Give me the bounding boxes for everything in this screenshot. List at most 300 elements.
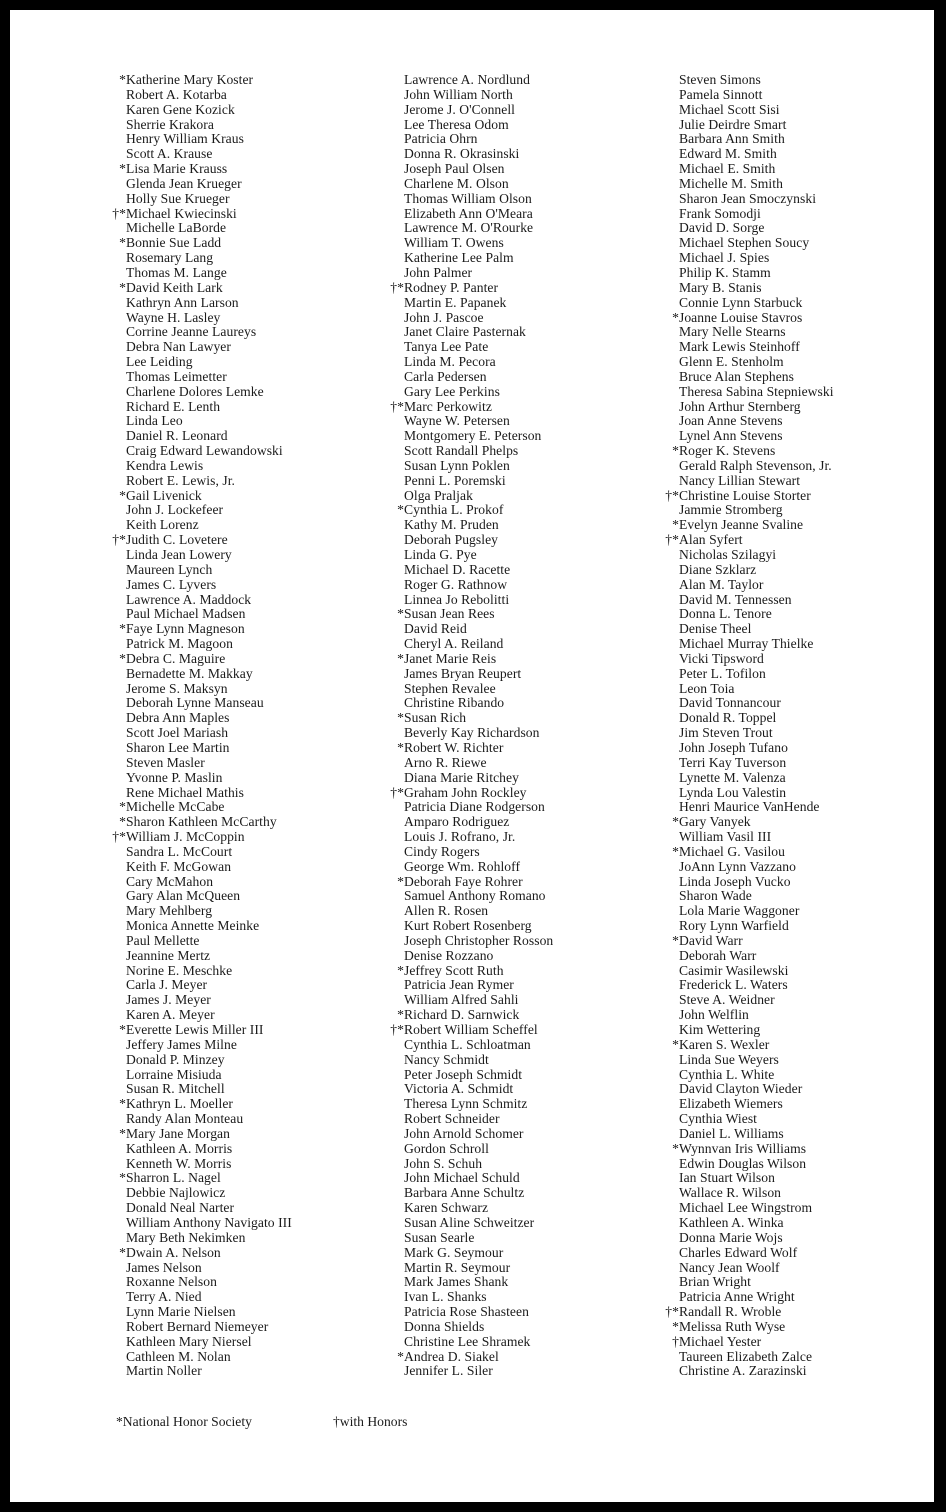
graduate-name	[126, 889, 292, 904]
graduate-name-text: Sharon Jean Smoczynski	[679, 190, 817, 206]
graduate-name-text: Victoria A. Schmidt	[404, 1081, 514, 1097]
graduate-name-text: Lynn Marie Nielsen	[126, 1304, 236, 1320]
graduate-name	[112, 205, 292, 222]
graduate-name-text: Kathleen Mary Niersel	[126, 1333, 252, 1349]
graduate-name	[679, 652, 834, 667]
graduate-name-text: Bruce Alan Stephens	[679, 368, 794, 384]
graduate-name	[126, 696, 292, 711]
graduate-name	[679, 800, 834, 815]
graduate-name	[679, 711, 834, 726]
graduate-name-text: Mark G. Seymour	[404, 1244, 504, 1260]
graduate-name-text: Casimir Wasilewski	[679, 962, 789, 978]
graduate-name-text: Donna Marie Wojs	[679, 1229, 783, 1245]
graduate-name	[126, 192, 292, 207]
graduate-name	[404, 355, 553, 370]
graduate-name	[119, 161, 292, 177]
honor-mark: †*	[112, 205, 126, 221]
graduate-name-text: Michael J. Spies	[679, 250, 770, 266]
graduate-name-text: Joseph Paul Olsen	[404, 161, 505, 177]
graduate-name-text: Patricia Rose Shasteen	[404, 1304, 529, 1320]
graduate-name-text: Richard D. Sarnwick	[404, 1007, 520, 1023]
graduate-name	[672, 517, 834, 533]
graduate-name	[404, 548, 553, 563]
graduate-name	[679, 474, 834, 489]
graduate-name-text: Randall R. Wroble	[679, 1304, 782, 1320]
honor-mark: *	[397, 1348, 404, 1364]
honor-mark: †*	[390, 1022, 404, 1037]
graduate-name	[126, 1305, 292, 1320]
graduate-name-text: Melissa Ruth Wyse	[679, 1318, 786, 1334]
graduate-name	[404, 236, 553, 251]
graduate-name-text: Patricia Anne Wright	[679, 1289, 795, 1305]
graduate-name-text: Mark Lewis Steinhoff	[679, 339, 800, 355]
graduate-name-text: Martin R. Seymour	[404, 1259, 511, 1275]
graduate-name	[679, 964, 834, 979]
graduate-name-text: Roger K. Stevens	[679, 443, 776, 459]
graduate-name	[119, 279, 292, 296]
graduate-name-text: Susan Lynn Poklen	[404, 457, 510, 473]
graduate-name-text: Michael Yester	[679, 1333, 762, 1349]
graduate-name-text: Terry A. Nied	[126, 1289, 202, 1305]
graduate-name	[126, 1068, 292, 1083]
graduate-name-text: Peter Joseph Schmidt	[404, 1066, 523, 1082]
honor-mark: *	[119, 1096, 126, 1112]
graduate-name-text: William J. McCoppin	[126, 829, 245, 845]
honor-mark: *	[672, 1318, 679, 1334]
graduate-name	[390, 784, 553, 801]
legend-national-honor-society: *National Honor Society	[116, 1414, 252, 1429]
graduate-name-text: Linda Leo	[126, 413, 183, 429]
graduate-name	[404, 1320, 553, 1335]
graduate-name	[126, 118, 292, 133]
honor-mark: *	[119, 814, 126, 830]
graduate-name-text: Diana Marie Ritchey	[404, 769, 519, 785]
graduate-name-text: Michael Stephen Soucy	[679, 235, 810, 251]
graduate-name	[404, 696, 553, 711]
graduate-name	[126, 340, 292, 355]
graduate-name-text: Richard E. Lenth	[126, 398, 221, 414]
honor-mark: *	[672, 1140, 679, 1156]
graduate-name-text: Charles Edward Wolf	[679, 1244, 798, 1260]
honor-mark: *	[119, 235, 126, 251]
graduate-name	[679, 414, 834, 429]
graduate-name-text: Katherine Mary Koster	[126, 72, 254, 87]
graduate-name-text: Corrine Jeanne Laureys	[126, 324, 257, 340]
graduate-name	[679, 904, 834, 919]
graduate-name-text: David Clayton Wieder	[679, 1081, 803, 1097]
graduate-name	[404, 1231, 553, 1246]
graduate-name	[126, 548, 292, 563]
honor-mark: *	[119, 621, 126, 637]
graduate-name	[126, 325, 292, 340]
honor-mark: *	[672, 309, 679, 325]
graduate-name	[679, 949, 834, 964]
graduate-name-text: Keith Lorenz	[126, 517, 199, 533]
graduate-name-text: William Vasil III	[679, 829, 772, 845]
graduate-name-text: Deborah Lynne Manseau	[126, 695, 264, 711]
graduate-name	[126, 756, 292, 771]
graduate-name-text: John William North	[404, 86, 513, 102]
graduate-name	[126, 503, 292, 518]
graduate-name-text: William T. Owens	[404, 235, 504, 251]
graduate-name-text: Robert W. Richter	[404, 739, 504, 755]
graduate-name	[665, 532, 834, 548]
graduate-name-text: Frederick L. Waters	[679, 977, 788, 993]
graduate-name	[126, 1335, 292, 1350]
graduate-name	[679, 978, 834, 993]
graduate-name	[119, 72, 292, 88]
graduate-name	[404, 325, 553, 340]
graduate-name-text: Frank Somodji	[679, 205, 761, 221]
graduate-name-text: Glenn E. Stenholm	[679, 354, 784, 370]
graduate-name-text: David Keith Lark	[126, 279, 223, 295]
graduate-name-text: Diane Szklarz	[679, 561, 757, 577]
graduate-name-text: Michael Lee Wingstrom	[679, 1200, 813, 1216]
graduate-name-text: Pamela Sinnott	[679, 86, 763, 102]
graduate-name-text: Scott Joel Mariash	[126, 725, 229, 741]
graduate-name-text: Lola Marie Waggoner	[679, 903, 800, 919]
graduate-name-text: Susan Searle	[404, 1229, 475, 1245]
graduate-name	[679, 771, 834, 786]
graduate-name-text: Susan Rich	[404, 710, 467, 726]
graduate-name	[404, 429, 553, 444]
graduate-name	[679, 682, 834, 697]
graduate-name	[126, 266, 292, 281]
graduate-name-text: David M. Tennessen	[679, 591, 792, 607]
graduate-name	[679, 607, 834, 622]
graduate-name-text: Michael Murray Thielke	[679, 636, 814, 652]
graduate-name-text: Susan Aline Schweitzer	[404, 1214, 535, 1230]
graduate-name	[126, 518, 292, 533]
honor-mark: *	[119, 161, 126, 177]
graduate-name-text: Susan Jean Rees	[404, 606, 495, 622]
graduate-name	[397, 650, 553, 667]
graduate-name	[404, 73, 553, 88]
graduate-name	[404, 934, 553, 949]
graduate-name	[397, 1007, 553, 1023]
graduate-name-text: Barbara Anne Schultz	[404, 1185, 525, 1201]
graduate-name	[672, 1333, 834, 1350]
graduate-name	[679, 132, 834, 147]
graduate-name-text: Gary Vanyek	[679, 814, 751, 830]
graduate-name	[679, 993, 834, 1008]
graduate-name-text: Michael E. Smith	[679, 161, 776, 177]
graduate-name	[679, 548, 834, 563]
graduate-name	[126, 593, 292, 608]
graduate-name	[679, 251, 834, 266]
graduate-name	[404, 518, 553, 533]
graduate-name	[679, 340, 834, 355]
graduate-name-text: Donald R. Toppel	[679, 710, 777, 726]
graduate-name-text: Charlene M. Olson	[404, 175, 509, 191]
graduate-name	[126, 474, 292, 489]
document-page	[10, 10, 934, 1502]
graduate-name	[679, 281, 834, 296]
graduate-name-text: Linda Jean Lowery	[126, 547, 232, 562]
graduate-name-text: Rosemary Lang	[126, 250, 214, 266]
graduate-name	[672, 1318, 834, 1335]
graduate-name-text: James C. Lyvers	[126, 576, 217, 592]
graduate-name-text: Linda Sue Weyers	[679, 1051, 779, 1067]
graduate-name-text: Marc Perkowitz	[404, 398, 492, 414]
graduate-name	[126, 682, 292, 697]
graduate-name-text: Sherrie Krakora	[126, 116, 214, 132]
graduate-name	[679, 400, 834, 415]
graduate-name	[404, 593, 553, 608]
graduate-name-text: Mark James Shank	[404, 1274, 509, 1290]
graduate-name-text: Robert A. Kotarba	[126, 86, 227, 102]
graduate-name-text: Kenneth W. Morris	[126, 1155, 232, 1171]
graduate-name	[679, 756, 834, 771]
graduate-name	[679, 207, 834, 222]
graduate-name	[679, 578, 834, 593]
graduate-name	[404, 771, 553, 786]
graduate-name	[404, 904, 553, 919]
graduate-name-text: Deborah Faye Rohrer	[404, 873, 523, 889]
graduate-name	[404, 978, 553, 993]
graduate-name	[404, 726, 553, 741]
graduate-name-text: Beverly Kay Richardson	[404, 725, 540, 741]
graduate-name	[404, 1053, 553, 1068]
graduate-name-text: David Warr	[679, 932, 743, 948]
graduate-name-text: Julie Deirdre Smart	[679, 116, 787, 132]
honor-mark: †*	[112, 532, 126, 548]
graduate-name	[404, 682, 553, 697]
graduate-name	[665, 1304, 834, 1320]
graduate-name-text: Henry William Kraus	[126, 131, 244, 147]
graduate-name-text: Amparo Rodriguez	[404, 814, 510, 830]
graduate-name-text: Donna Shields	[404, 1318, 485, 1334]
honor-mark: *	[397, 710, 404, 726]
graduate-name	[126, 578, 292, 593]
graduate-name-text: Michelle M. Smith	[679, 175, 783, 191]
graduate-name	[679, 593, 834, 608]
graduate-name-text: Carla J. Meyer	[126, 977, 208, 993]
graduate-name	[672, 1140, 834, 1157]
honor-mark: †	[672, 1333, 679, 1349]
graduate-name	[679, 1023, 834, 1038]
graduate-name	[404, 340, 553, 355]
graduate-name	[126, 1290, 292, 1305]
graduate-name-text: Daniel L. Williams	[679, 1125, 784, 1141]
graduate-name-text: Thomas Leimetter	[126, 368, 227, 384]
graduate-name	[126, 147, 292, 162]
graduate-name-text: Judith C. Lovetere	[126, 532, 228, 548]
honor-mark: †*	[390, 784, 404, 800]
graduate-name-text: Cynthia L. Schloatman	[404, 1036, 531, 1052]
graduate-name	[404, 563, 553, 578]
graduate-name	[679, 563, 834, 578]
graduate-name	[679, 1097, 834, 1112]
graduate-name-text: Martin E. Papanek	[404, 294, 507, 310]
graduate-name	[672, 309, 834, 326]
graduate-name-text: Debra Nan Lawyer	[126, 339, 231, 355]
honor-mark: *	[119, 1022, 126, 1037]
graduate-name-text: Linda M. Pecora	[404, 354, 496, 370]
graduate-name	[126, 637, 292, 652]
graduate-name	[119, 1022, 292, 1038]
honor-mark: *	[397, 650, 404, 666]
graduate-name-text: Andrea D. Siakel	[404, 1348, 499, 1364]
graduate-name	[404, 221, 553, 236]
graduate-name	[679, 1350, 834, 1365]
graduate-name	[119, 487, 292, 504]
graduate-name-text: Sandra L. McCourt	[126, 843, 233, 859]
graduate-name	[404, 860, 553, 875]
graduate-name	[404, 1335, 553, 1350]
graduate-name	[126, 667, 292, 682]
graduate-name	[679, 221, 834, 236]
graduate-name-text: Donald Neal Narter	[126, 1200, 235, 1216]
graduate-name	[679, 1216, 834, 1231]
graduate-name-text: Deborah Pugsley	[404, 532, 499, 548]
graduate-name	[126, 993, 292, 1008]
graduate-name	[404, 88, 553, 103]
graduate-name-text: Kathleen A. Winka	[679, 1214, 784, 1230]
graduate-name	[404, 756, 553, 771]
graduate-name	[404, 1275, 553, 1290]
graduate-name-text: Wallace R. Wilson	[679, 1185, 782, 1201]
graduate-name-text: Louis J. Rofrano, Jr.	[404, 829, 516, 845]
graduate-name-text: Robert Bernard Niemeyer	[126, 1318, 269, 1334]
graduate-name-text: Cary McMahon	[126, 873, 214, 889]
graduate-name-text: Rodney P. Panter	[404, 279, 499, 295]
graduate-name	[126, 132, 292, 147]
graduate-name-text: Denise Theel	[679, 621, 752, 637]
graduate-name	[404, 800, 553, 815]
graduate-name-text: Mary Nelle Stearns	[679, 324, 786, 340]
graduate-name-text: Olga Praljak	[404, 487, 473, 503]
graduate-name	[404, 1305, 553, 1320]
graduate-name	[404, 311, 553, 326]
graduate-name-text: Lee Theresa Odom	[404, 116, 509, 132]
graduate-name	[112, 532, 292, 548]
graduate-name-text: Henri Maurice VanHende	[679, 799, 820, 815]
graduate-name	[404, 1186, 553, 1201]
honor-mark: *	[119, 279, 126, 295]
graduate-name-text: Christine Louise Storter	[679, 487, 811, 503]
graduate-name-text: James Nelson	[126, 1259, 202, 1275]
graduate-name-text: Vicki Tipsword	[679, 650, 764, 666]
graduate-name-text: Jim Steven Trout	[679, 725, 773, 741]
graduate-name	[126, 875, 292, 890]
graduate-name-text: Roxanne Nelson	[126, 1274, 217, 1290]
graduate-name	[404, 251, 553, 266]
graduate-name-text: Nancy Jean Woolf	[679, 1259, 780, 1275]
graduate-name-text: JoAnn Lynn Vazzano	[679, 858, 796, 874]
graduate-name	[404, 993, 553, 1008]
graduate-name	[126, 1142, 292, 1157]
graduate-name-text: Mary Jane Morgan	[126, 1125, 230, 1141]
graduate-name-text: Denise Rozzano	[404, 947, 494, 963]
graduate-name	[665, 487, 834, 504]
graduate-name-text: Michelle LaBorde	[126, 220, 227, 236]
graduate-name-text: Thomas M. Lange	[126, 264, 227, 280]
graduate-name	[679, 355, 834, 370]
graduate-name-text: Paul Mellette	[126, 932, 200, 948]
graduate-name-text: Debra Ann Maples	[126, 710, 230, 726]
graduate-name-text: Karen Schwarz	[404, 1200, 489, 1216]
graduate-name-text: Montgomery E. Peterson	[404, 428, 542, 444]
graduate-name-text: Keith F. McGowan	[126, 858, 232, 874]
graduate-name-text: Michelle McCabe	[126, 799, 225, 815]
graduate-name-text: Steven Simons	[679, 72, 761, 87]
honor-mark: *	[397, 739, 404, 755]
graduate-name	[672, 932, 834, 949]
graduate-name-text: Michael G. Vasilou	[679, 843, 785, 859]
graduate-name-text: Nancy Schmidt	[404, 1051, 489, 1067]
graduate-name	[126, 711, 292, 726]
graduate-name	[404, 1201, 553, 1216]
graduate-name-text: Susan R. Mitchell	[126, 1081, 225, 1097]
graduate-name	[679, 696, 834, 711]
honor-mark: *	[672, 443, 679, 459]
graduate-name	[126, 1082, 292, 1097]
graduate-name-text: Leon Toia	[679, 680, 735, 696]
graduate-name-text: Everette Lewis Miller III	[126, 1022, 264, 1037]
graduate-name	[679, 875, 834, 890]
graduate-name-text: Joanne Louise Stavros	[679, 309, 803, 325]
graduate-name-text: Kathryn Ann Larson	[126, 294, 239, 310]
graduate-name-text: Edwin Douglas Wilson	[679, 1155, 807, 1171]
graduate-name	[126, 1157, 292, 1172]
legend-with-honors: †with Honors	[333, 1414, 408, 1429]
graduate-name	[404, 192, 553, 207]
graduate-name	[679, 860, 834, 875]
graduate-name	[679, 266, 834, 281]
graduate-name-text: Jeannine Mertz	[126, 947, 211, 963]
honor-mark: *	[397, 606, 404, 622]
graduate-name	[404, 459, 553, 474]
graduate-name-text: Carla Pedersen	[404, 368, 487, 384]
graduate-name-text: William Anthony Navigato III	[126, 1214, 292, 1230]
graduate-name-text: James Bryan Reupert	[404, 665, 522, 681]
honor-mark: *	[119, 487, 126, 503]
graduate-name	[119, 621, 292, 637]
graduate-name-text: Cindy Rogers	[404, 843, 480, 859]
graduate-name	[126, 1112, 292, 1127]
graduate-name-text: Cynthia L. Prokof	[404, 502, 504, 518]
graduate-name-text: Martin Noller	[126, 1363, 202, 1379]
graduate-name	[404, 533, 553, 548]
graduate-name	[679, 1068, 834, 1083]
graduate-name	[126, 1186, 292, 1201]
graduate-name	[679, 1171, 834, 1186]
graduate-name-text: Roger G. Rathnow	[404, 576, 508, 592]
graduate-name	[126, 1038, 292, 1053]
graduate-name	[126, 414, 292, 429]
graduate-name	[126, 1201, 292, 1216]
graduate-name-text: Rene Michael Mathis	[126, 784, 244, 800]
graduate-name	[126, 385, 292, 400]
graduate-name-text: Mary Mehlberg	[126, 903, 213, 919]
graduate-name-text: Norine E. Meschke	[126, 962, 233, 978]
graduate-name-text: Allen R. Rosen	[404, 903, 489, 919]
graduate-name-text: Nancy Lillian Stewart	[679, 472, 801, 488]
graduate-name-text: Christine Ribando	[404, 695, 505, 711]
graduate-name	[679, 1201, 834, 1216]
graduate-name	[397, 606, 553, 622]
graduate-name	[404, 1112, 553, 1127]
graduate-name	[679, 786, 834, 801]
graduate-name-text: Dwain A. Nelson	[126, 1244, 221, 1260]
graduate-name-text: Edward M. Smith	[679, 146, 777, 162]
graduate-name	[397, 739, 553, 756]
graduate-name-text: Gary Alan McQueen	[126, 888, 241, 904]
graduate-name	[397, 1348, 553, 1365]
honor-mark: *	[119, 72, 126, 87]
graduate-name	[126, 964, 292, 979]
